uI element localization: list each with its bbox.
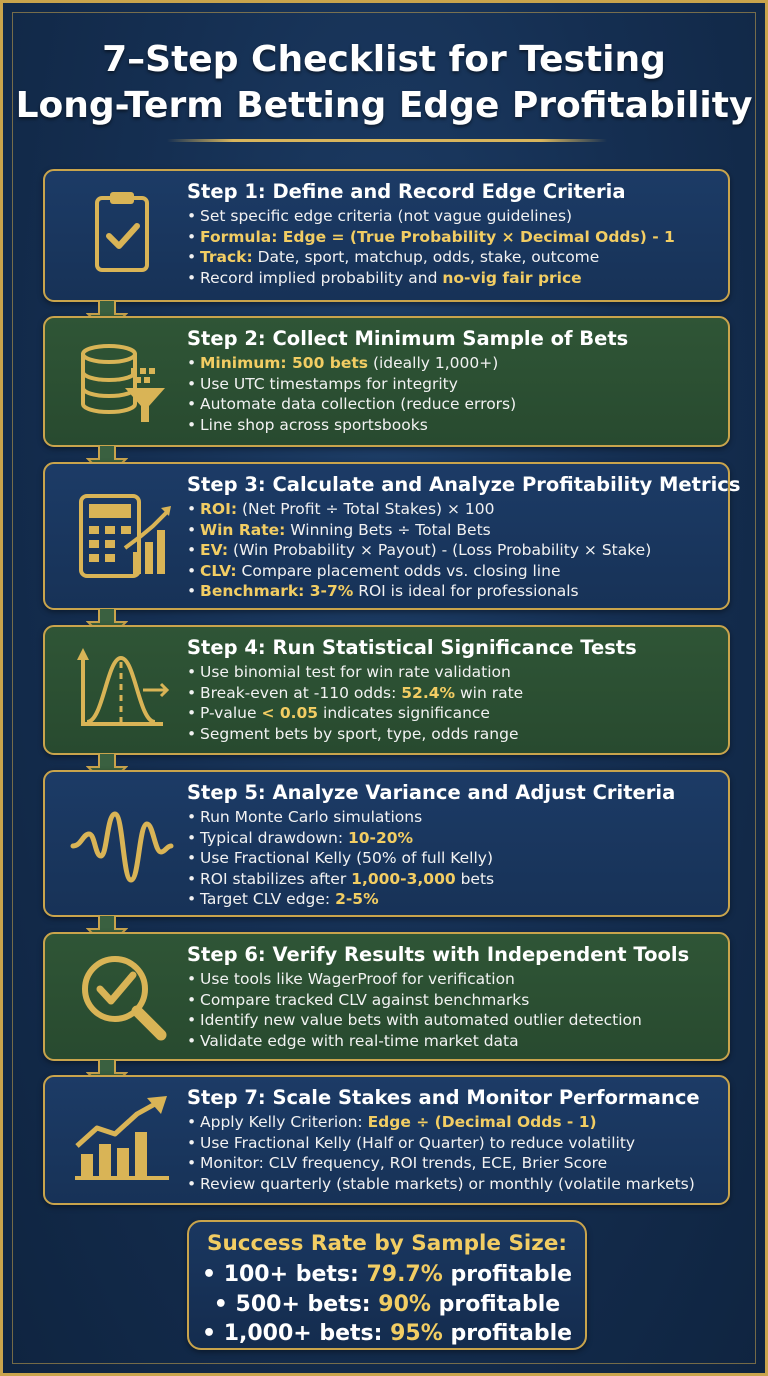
- step-3-bullet-3: • EV: (Win Probability × Payout) - (Loss Probability × Stake): [187, 541, 652, 559]
- magnifier-check-icon: [67, 947, 177, 1047]
- step-7-bullet-3: • Monitor: CLV frequency, ROI trends, ECE, Brier Score: [187, 1154, 608, 1172]
- calculator-chart-icon: [67, 486, 177, 586]
- step-1-bullet-2: • Formula: Edge = (True Probability × Decimal Odds) - 1: [187, 227, 675, 246]
- step-4-card: [43, 625, 730, 755]
- step-7-card: [43, 1075, 730, 1205]
- step-2-card: [43, 316, 730, 447]
- step-3-bullet-5: • Benchmark: 3-7% ROI is ideal for professionals: [187, 582, 579, 600]
- step-2-bullet-2: • Use UTC timestamps for integrity: [187, 374, 458, 393]
- waveform-icon: [67, 794, 177, 894]
- success-rate-title: Success Rate by Sample Size:: [206, 1231, 567, 1256]
- step-4-bullet-2: • Break-even at -110 odds: 52.4% win rate: [187, 683, 524, 702]
- step-3-bullet-1: • ROI: (Net Profit ÷ Total Stakes) × 100: [187, 500, 495, 518]
- step-3-bullet-2: • Win Rate: Winning Bets ÷ Total Bets: [187, 520, 491, 539]
- step-2-title: Step 2: Collect Minimum Sample of Bets: [187, 327, 629, 350]
- step-7-bullet-2: • Use Fractional Kelly (Half or Quarter) to reduce volatility: [187, 1133, 636, 1152]
- step-7-bullet-1: • Apply Kelly Criterion: Edge ÷ (Decimal Odds - 1): [187, 1113, 597, 1131]
- step-5-bullet-2: • Typical drawdown: 10-20%: [187, 828, 414, 847]
- database-funnel-icon: [67, 332, 177, 432]
- step-5-card: [43, 770, 730, 917]
- step-5-bullet-3: • Use Fractional Kelly (50% of full Kelly): [187, 849, 494, 867]
- step-5-bullet-4: • ROI stabilizes after 1,000-3,000 bets: [187, 869, 495, 888]
- title-line-1: 7–Step Checklist for Testing: [102, 39, 666, 80]
- step-5-bullet-5: • Target CLV edge: 2-5%: [187, 890, 379, 908]
- step-6-title: Step 6: Verify Results with Independent Tools: [187, 943, 690, 966]
- bell-curve-icon: [67, 640, 177, 740]
- step-3-card: [43, 462, 741, 610]
- success-item-3: • 1,000+ bets: 95% profitable: [201, 1321, 573, 1346]
- step-1-bullet-3: • Track: Date, sport, matchup, odds, stake, outcome: [187, 248, 600, 266]
- step-5-title: Step 5: Analyze Variance and Adjust Criteria: [187, 781, 676, 804]
- step-3-bullet-4: • CLV: Compare placement odds vs. closing line: [187, 561, 561, 580]
- step-5-bullet-1: • Run Monte Carlo simulations: [187, 808, 423, 826]
- step-7-title: Step 7: Scale Stakes and Monitor Performance: [187, 1086, 700, 1109]
- success-item-2: • 500+ bets: 90% profitable: [213, 1291, 561, 1317]
- page-title: [3, 37, 765, 129]
- step-3-title: Step 3: Calculate and Analyze Profitability Metrics: [187, 473, 741, 496]
- step-2-bullet-4: • Line shop across sportsbooks: [187, 415, 428, 434]
- title-divider: [167, 139, 607, 142]
- step-6-bullet-3: • Identify new value bets with automated outlier detection: [187, 1011, 642, 1029]
- step-4-title: Step 4: Run Statistical Significance Tests: [187, 636, 637, 659]
- step-2-bullet-3: • Automate data collection (reduce errors): [187, 395, 517, 413]
- step-1-title: Step 1: Define and Record Edge Criteria: [187, 180, 626, 203]
- step-1-bullet-1: • Set specific edge criteria (not vague guidelines): [187, 207, 573, 225]
- step-6-bullet-1: • Use tools like WagerProof for verification: [187, 970, 515, 988]
- step-4-bullet-1: • Use binomial test for win rate validation: [187, 663, 511, 681]
- title-line-2: Long-Term Betting Edge Profitability: [15, 85, 753, 126]
- step-1-card: [43, 169, 730, 302]
- step-2-bullet-1: • Minimum: 500 bets (ideally 1,000+): [187, 354, 499, 372]
- growth-chart-icon: [67, 1090, 177, 1190]
- clipboard-check-icon: [67, 186, 177, 286]
- step-1-bullet-4: • Record implied probability and no-vig fair price: [187, 268, 582, 287]
- success-rate-box: [187, 1220, 587, 1350]
- step-6-bullet-4: • Validate edge with real-time market data: [187, 1031, 519, 1050]
- step-7-bullet-4: • Review quarterly (stable markets) or monthly (volatile markets): [187, 1174, 695, 1193]
- step-4-bullet-3: • P-value < 0.05 indicates significance: [187, 704, 490, 722]
- step-6-bullet-2: • Compare tracked CLV against benchmarks: [187, 990, 530, 1009]
- success-item-1: • 100+ bets: 79.7% profitable: [201, 1262, 573, 1287]
- step-6-card: [43, 932, 730, 1061]
- step-4-bullet-4: • Segment bets by sport, type, odds range: [187, 724, 519, 743]
